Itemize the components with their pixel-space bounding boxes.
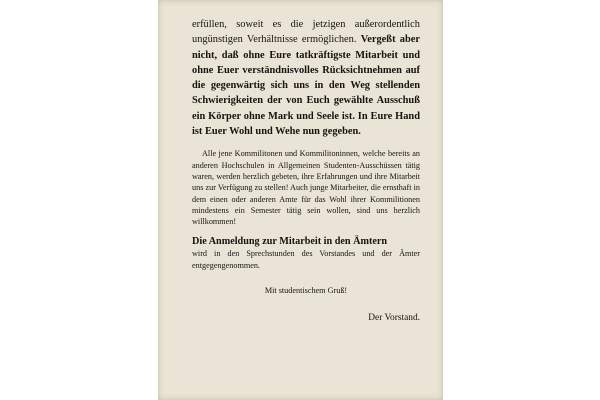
closing-greeting: Mit studentischem Gruß! [264, 286, 348, 296]
document-body [192, 17, 420, 323]
document-page [158, 0, 443, 400]
intro-normal-text: erfüllen, soweit es die jetzigen außerordentlich ungünstigen Verhältnisse ermöglichen. [192, 19, 420, 46]
volunteer-paragraph: Alle jene Kommilitonen und Kommilitoninnen, welche bereits an anderen Hochschulen in Allgemeinen Studenten-Ausschüssen tätig waren, werden herzlich gebeten, ihre Erfahrungen und ihre Mitarbeit uns zur Verfügung zu stellen! Auch junge Mitarbeiter, die ernsthaft in dem einen oder anderen Amte für das Wohl ihrer Kommilitionen mindestens ein Semester tätig sein wollen, sind uns herzlich willkommen! [192, 149, 420, 227]
signature: Der Vorstand. [368, 313, 420, 324]
intro-paragraph [192, 17, 420, 139]
intro-bold-text: Vergeßt aber nicht, daß ohne Eure tatkräftigste Mitarbeit und ohne Euer verständnisvolles Rücksichtnehmen auf die gegenwärtig sich uns in den Weg stellenden Schwierigkeiten der von Euch gewählte Ausschuß ein Körper ohne Mark und Seele ist. In Eure Hand ist Euer Wohl und Wehe nun gegeben. [192, 34, 420, 138]
registration-heading: Die Anmeldung zur Mitarbeit in den Ämtern [192, 236, 388, 248]
registration-paragraph: wird in den Sprechstunden des Vorstandes und der Ämter entgegengenommen. [192, 249, 420, 270]
